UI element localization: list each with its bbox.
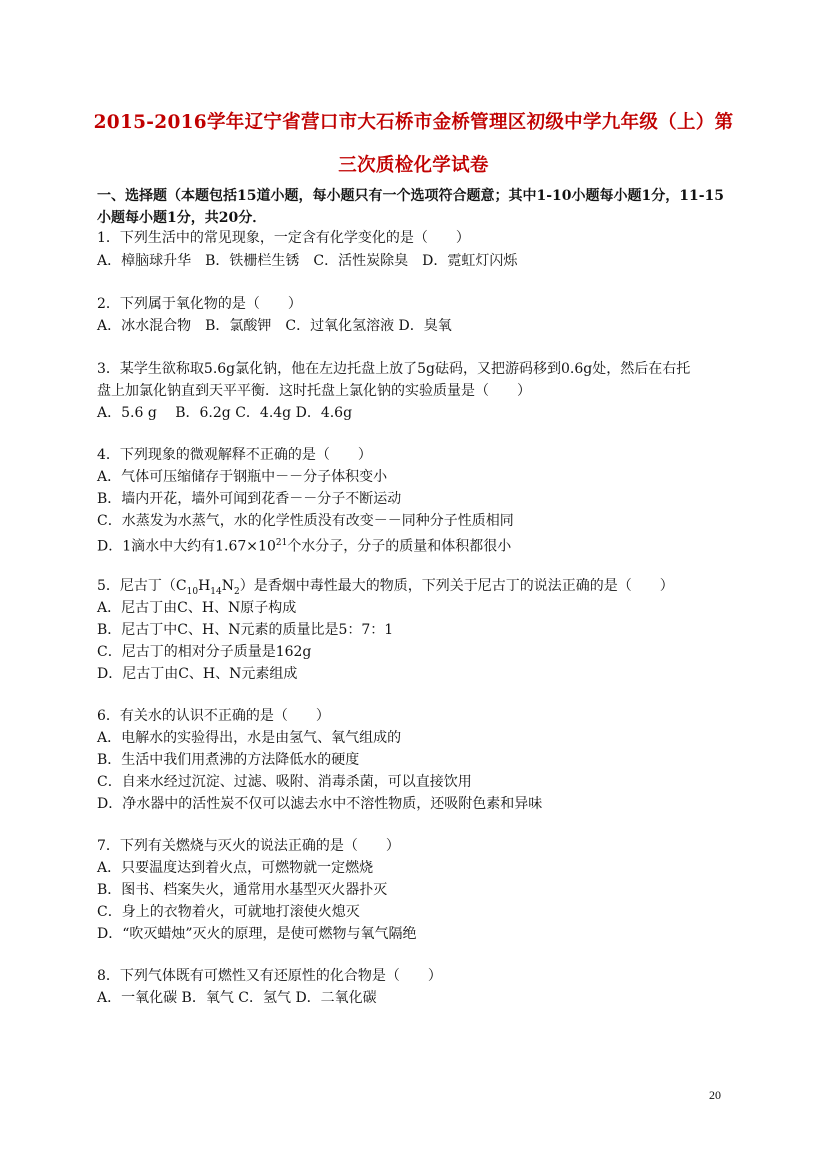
- option-c: C．水蒸发为水蒸气，水的化学性质没有改变－－同种分子性质相同: [97, 513, 514, 529]
- stem-text-n: N: [221, 578, 234, 594]
- question-options: A．冰水混合物 B．氯酸钾 C．过氧化氢溶液 D．臭氧: [97, 318, 452, 334]
- option-b: B．尼古丁中C、H、N元素的质量比是5：7：1: [97, 622, 394, 638]
- option-b: B．墙内开花，墙外可闻到花香－－分子不断运动: [97, 491, 402, 507]
- option-d: D．“吹灭蜡烛”灭火的原理，是使可燃物与氧气隔绝: [97, 926, 417, 942]
- question-options: A．樟脑球升华 B．铁栅栏生锈 C．活性炭除臭 D．霓虹灯闪烁: [97, 253, 518, 269]
- subscript-n: 2: [234, 586, 240, 597]
- option-a: A．气体可压缩储存于钢瓶中－－分子体积变小: [97, 469, 388, 485]
- question-stem: 4．下列现象的微观解释不正确的是（ ）: [97, 447, 372, 463]
- subscript-h: 14: [210, 586, 222, 597]
- question-stem: 7．下列有关燃烧与灭火的说法正确的是（ ）: [97, 838, 400, 854]
- question-stem: 8．下列气体既有可燃性又有还原性的化合物是（ ）: [97, 968, 442, 984]
- option-b: B．生活中我们用煮沸的方法降低水的硬度: [97, 752, 360, 768]
- option-d-text: D．1滴水中大约有1.67×10: [97, 538, 276, 555]
- option-a: A．电解水的实验得出，水是由氢气、氧气组成的: [97, 730, 402, 746]
- option-c: C．身上的衣物着火，可就地打滚使火熄灭: [97, 904, 360, 920]
- option-a: A．尼古丁由C、H、N原子构成: [97, 600, 297, 616]
- question-stem-continued: 盘上加氯化钠直到天平平衡．这时托盘上氯化钠的实验质量是（ ）: [97, 383, 531, 399]
- section-heading-line-1: 一、选择题（本题包括15道小题，每小题只有一个选项符合题意；其中1-10小题每小题1分，11-15: [97, 188, 725, 204]
- title-line-1: 2015-2016学年辽宁省营口市大石桥市金桥管理区初级中学九年级（上）第: [93, 112, 734, 133]
- option-d: [97, 533, 511, 557]
- question-options: A．5.6 g B．6.2g C．4.4g D．4.6g: [97, 405, 353, 421]
- stem-text-h: H: [198, 578, 211, 594]
- page-number: 20: [709, 1088, 721, 1102]
- exponent: 21: [275, 538, 288, 548]
- option-a: A．只要温度达到着火点，可燃物就一定燃烧: [97, 860, 374, 876]
- subscript-c: 10: [186, 586, 199, 597]
- question-stem: 1．下列生活中的常见现象，一定含有化学变化的是（ ）: [97, 230, 470, 246]
- option-c: C．尼古丁的相对分子质量是162g: [97, 644, 312, 660]
- question-stem: 3．某学生欲称取5.6g氯化钠，他在左边托盘上放了5g砝码，又把游码移到0.6g处，然后在右托: [97, 361, 691, 377]
- question-options: A．一氧化碳 B．氧气 C．氢气 D．二氧化碳: [97, 990, 377, 1006]
- question-stem: 6．有关水的认识不正确的是（ ）: [97, 708, 330, 724]
- stem-text-end: ）是香烟中毒性最大的物质，下列关于尼古丁的说法正确的是（ ）: [239, 578, 674, 594]
- stem-text: 5．尼古丁（C: [97, 578, 187, 594]
- option-d: D．尼古丁由C、H、N元素组成: [97, 666, 298, 682]
- section-heading-line-2: 小题每小题1分，共20分．: [97, 210, 267, 226]
- option-d: D．净水器中的活性炭不仅可以滤去水中不溶性物质，还吸附色素和异味: [97, 796, 543, 812]
- option-b: B．图书、档案失火，通常用水基型灭火器扑灭: [97, 882, 388, 898]
- section-heading: [97, 185, 737, 229]
- option-c: C．自来水经过沉淀、过滤、吸附、消毒杀菌，可以直接饮用: [97, 774, 472, 790]
- question-stem: 2．下列属于氧化物的是（ ）: [97, 296, 302, 312]
- title-line-2: 三次质检化学试卷: [338, 155, 489, 176]
- option-d-text-end: 个水分子，分子的质量和体积都很小: [287, 538, 512, 555]
